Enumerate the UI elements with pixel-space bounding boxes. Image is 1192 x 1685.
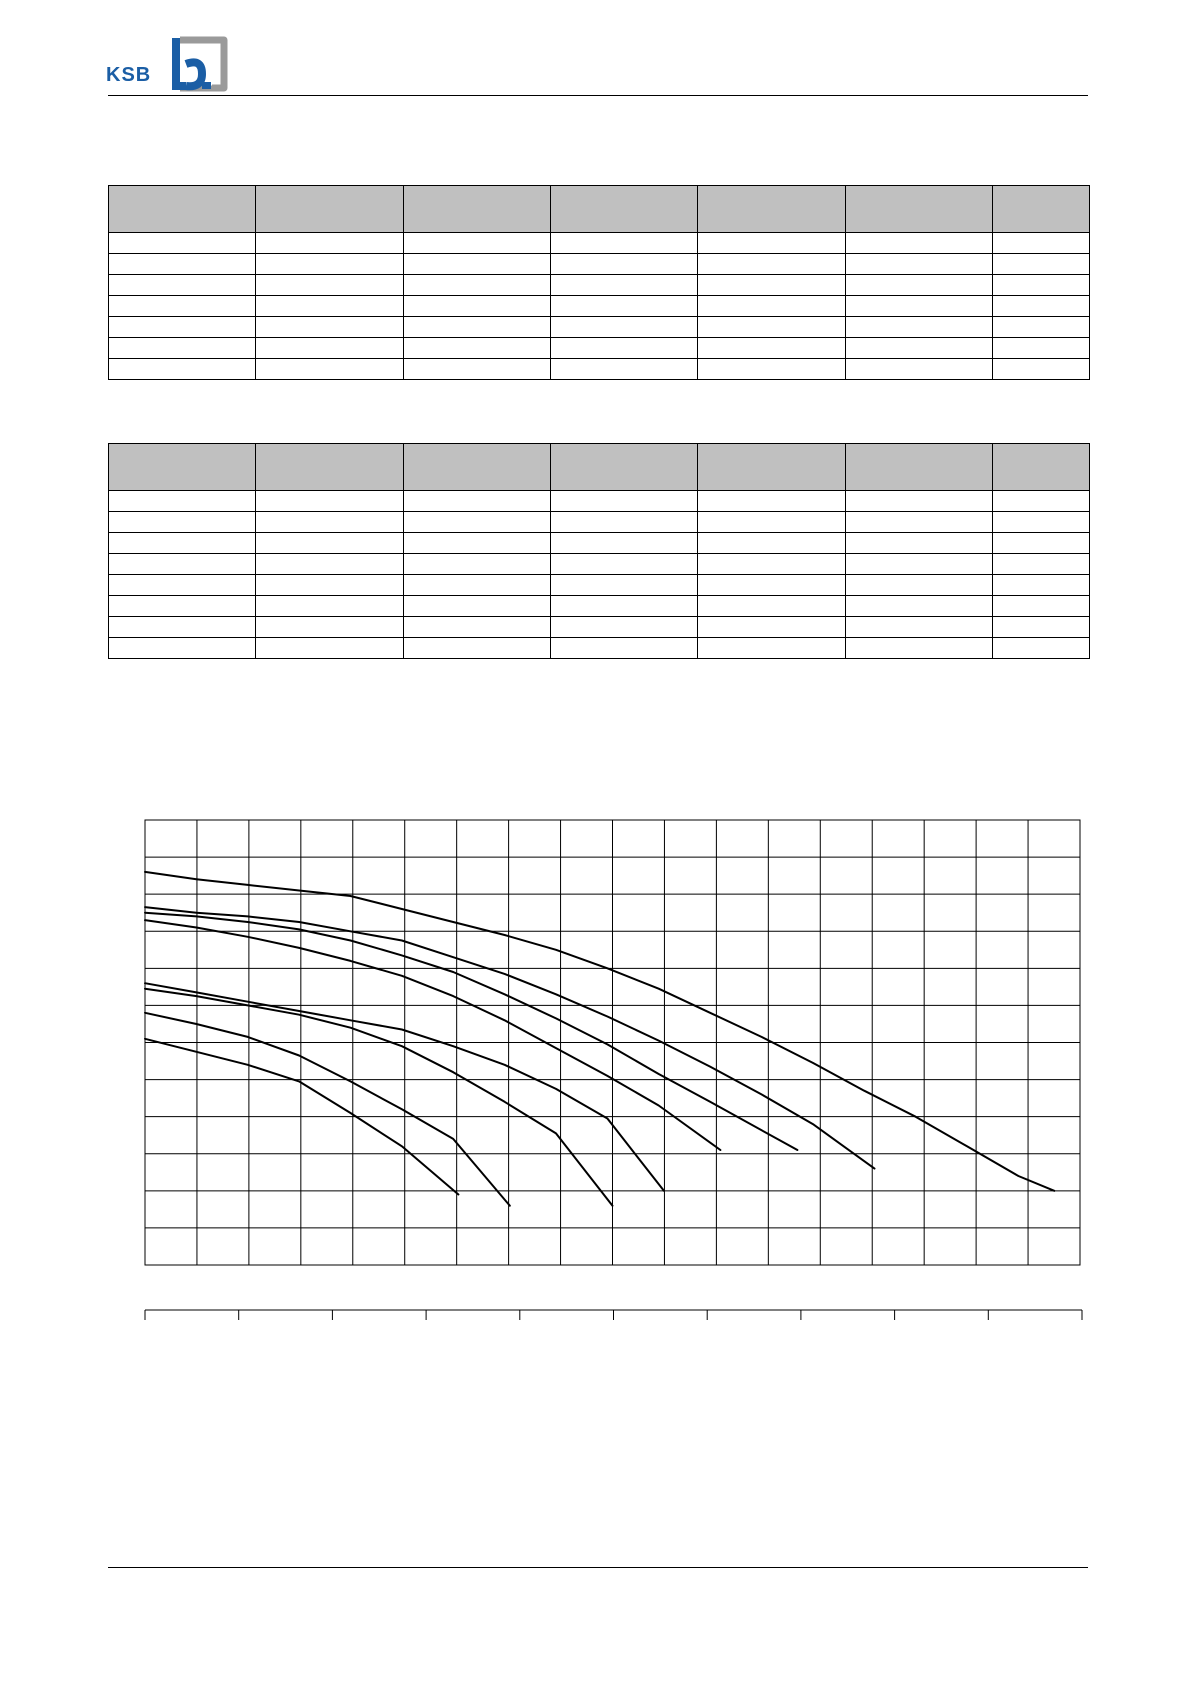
chart-curves	[145, 872, 1054, 1206]
footer-rule	[108, 1567, 1088, 1568]
pump-curve-3	[145, 913, 797, 1150]
secondary-scale	[145, 1310, 1082, 1320]
pump-curve-7	[145, 1013, 510, 1206]
chart-grid	[145, 820, 1080, 1265]
pump-curve-4	[145, 920, 720, 1150]
ksb-logo-wordmark: KSB	[106, 64, 152, 86]
